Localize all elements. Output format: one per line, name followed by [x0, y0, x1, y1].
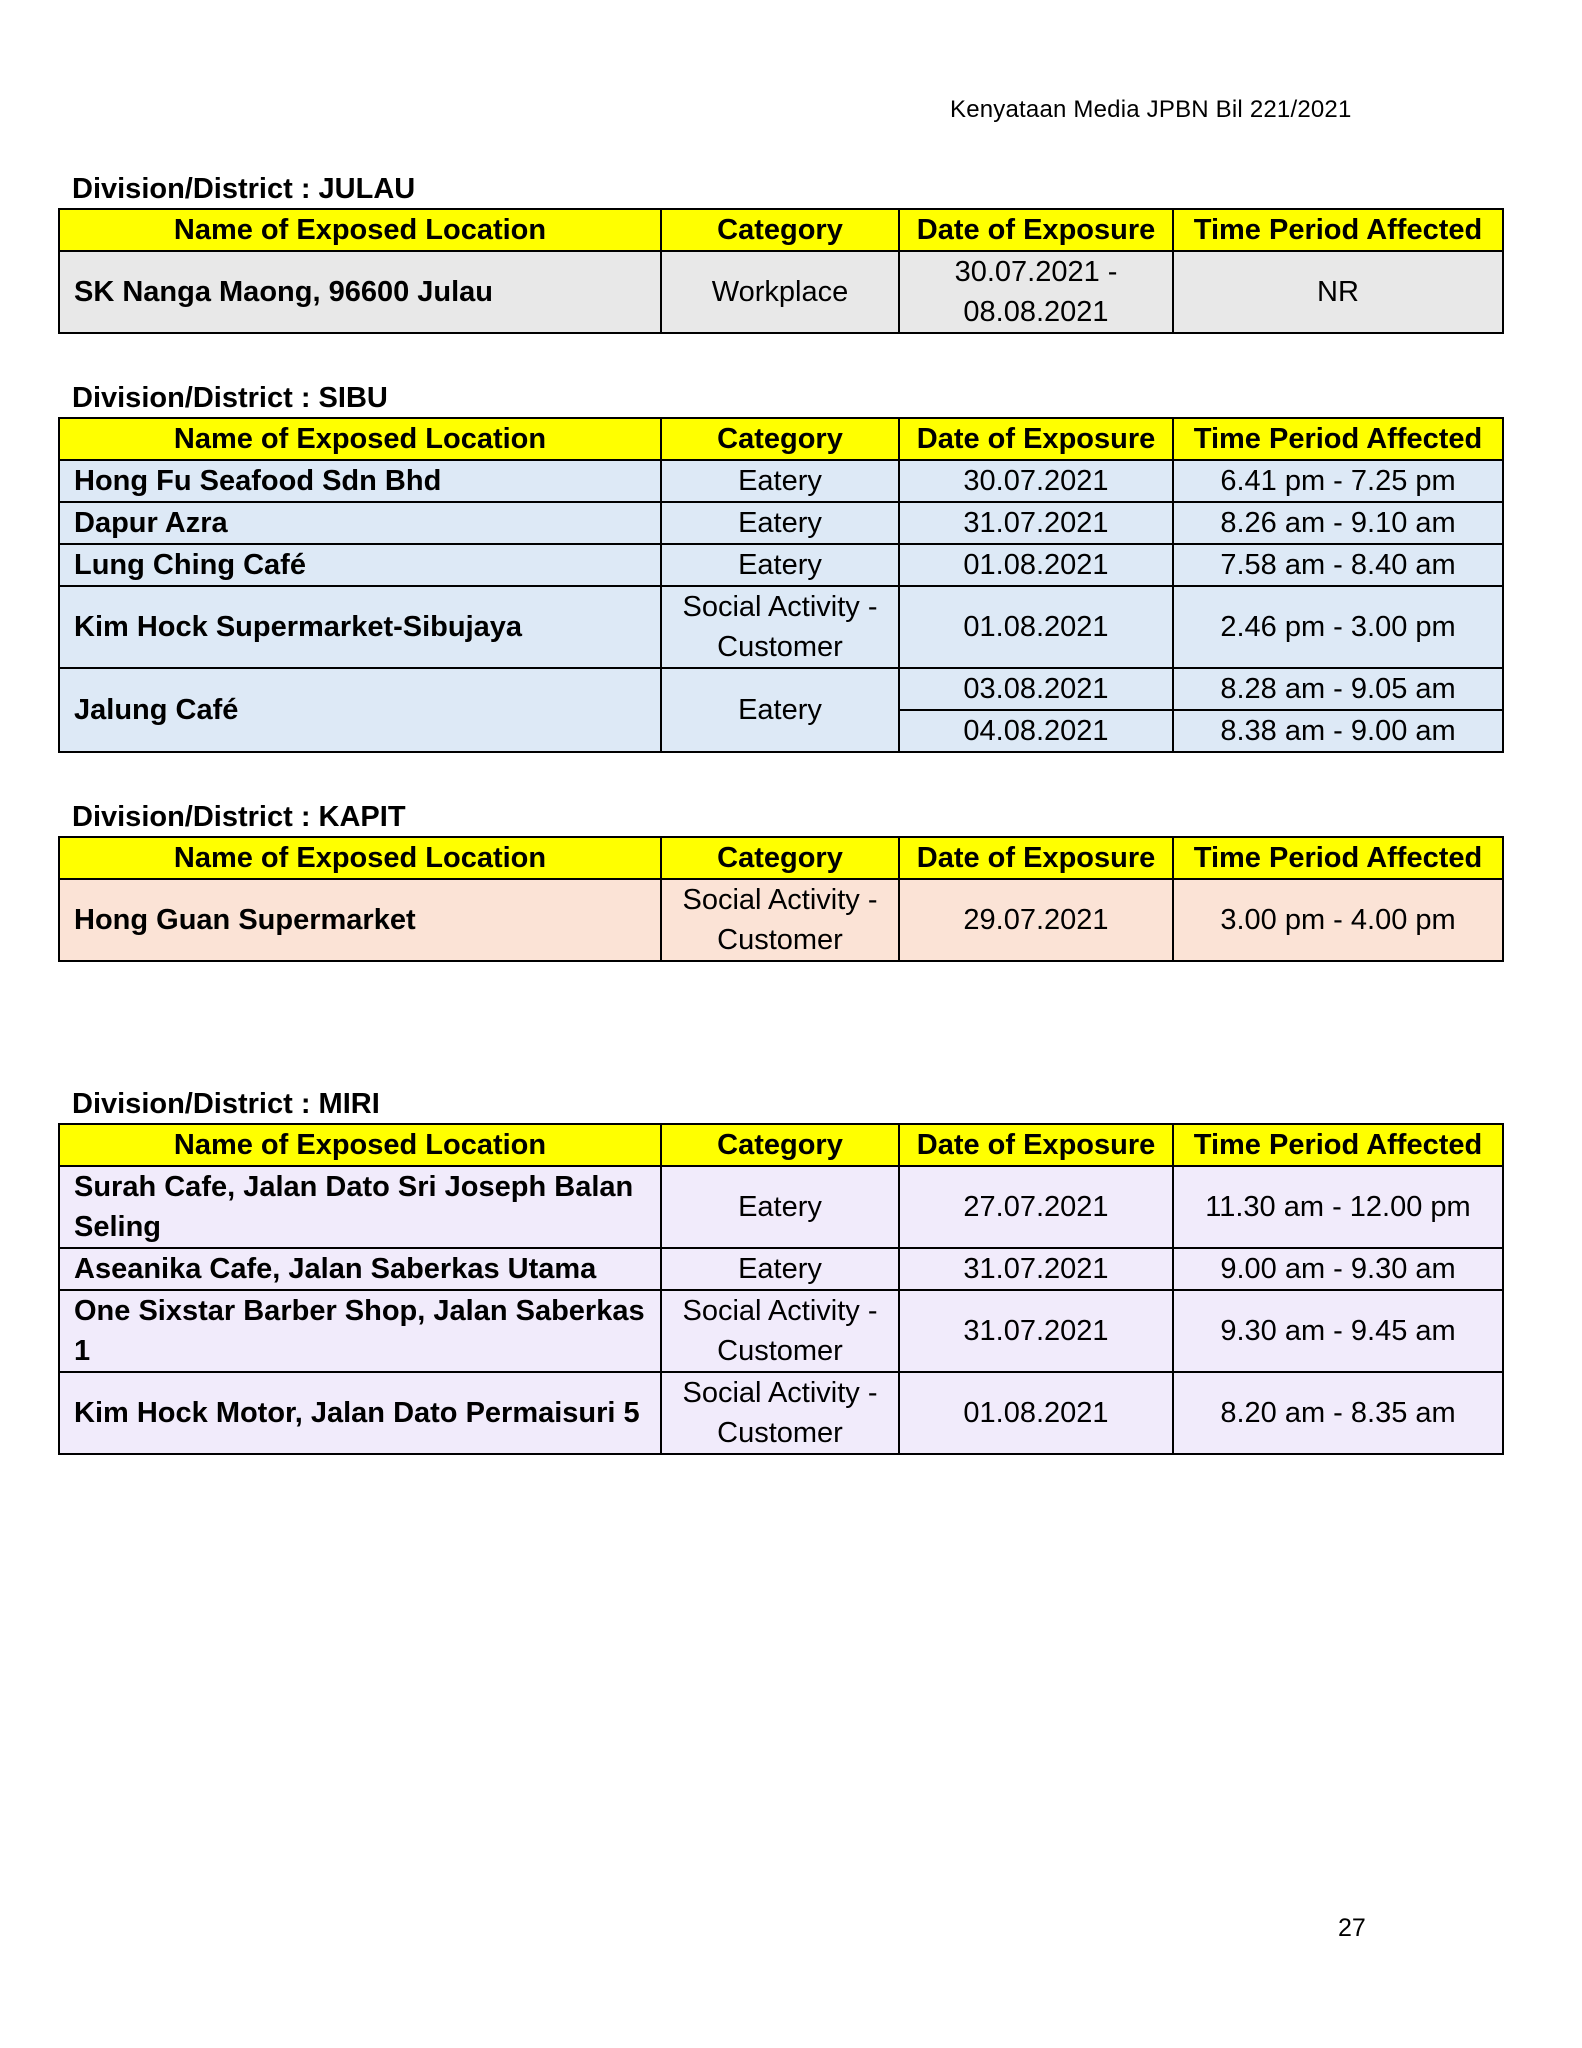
table-row — [59, 544, 1503, 586]
location-cell: Aseanika Cafe, Jalan Saberkas Utama — [59, 1248, 661, 1290]
column-header-category: Category — [661, 1124, 899, 1166]
time-cell: 8.20 am - 8.35 am — [1173, 1372, 1503, 1454]
section-title: Division/District : SIBU — [72, 382, 388, 414]
table-row — [59, 1290, 1503, 1372]
table-row — [59, 502, 1503, 544]
location-cell: Jalung Café — [59, 668, 661, 752]
time-cell: 9.30 am - 9.45 am — [1173, 1290, 1503, 1372]
time-cell: NR — [1173, 251, 1503, 333]
category-cell: Eatery — [661, 668, 899, 752]
location-cell: Kim Hock Motor, Jalan Dato Permaisuri 5 — [59, 1372, 661, 1454]
time-cell: 8.28 am - 9.05 am — [1173, 668, 1503, 710]
category-cell: Eatery — [661, 1248, 899, 1290]
date-cell: 31.07.2021 — [899, 1248, 1173, 1290]
time-cell: 9.00 am - 9.30 am — [1173, 1248, 1503, 1290]
column-header-location: Name of Exposed Location — [59, 418, 661, 460]
category-cell: Eatery — [661, 502, 899, 544]
date-cell: 03.08.2021 — [899, 668, 1173, 710]
table-row — [59, 1166, 1503, 1248]
section-sibu — [58, 379, 1502, 753]
category-cell: Social Activity - Customer — [661, 879, 899, 961]
table-row — [59, 879, 1503, 961]
table-row — [59, 668, 1503, 710]
table-header-row — [59, 209, 1503, 251]
date-cell: 31.07.2021 — [899, 1290, 1173, 1372]
column-header-category: Category — [661, 418, 899, 460]
category-cell: Eatery — [661, 1166, 899, 1248]
location-cell: Dapur Azra — [59, 502, 661, 544]
location-cell: One Sixstar Barber Shop, Jalan Saberkas 1 — [59, 1290, 661, 1372]
column-header-time: Time Period Affected — [1173, 418, 1503, 460]
column-header-category: Category — [661, 837, 899, 879]
category-cell: Eatery — [661, 460, 899, 502]
time-cell: 8.26 am - 9.10 am — [1173, 502, 1503, 544]
category-cell: Workplace — [661, 251, 899, 333]
date-cell: 01.08.2021 — [899, 1372, 1173, 1454]
exposure-table — [58, 208, 1504, 334]
table-header-row — [59, 418, 1503, 460]
date-cell: 01.08.2021 — [899, 586, 1173, 668]
exposure-table — [58, 1123, 1504, 1455]
column-header-date: Date of Exposure — [899, 837, 1173, 879]
page-number: 27 — [1338, 1914, 1366, 1942]
date-cell: 01.08.2021 — [899, 544, 1173, 586]
table-header-row — [59, 837, 1503, 879]
table-row — [59, 460, 1503, 502]
date-cell: 04.08.2021 — [899, 710, 1173, 752]
date-cell: 31.07.2021 — [899, 502, 1173, 544]
location-cell: Hong Guan Supermarket — [59, 879, 661, 961]
time-cell: 7.58 am - 8.40 am — [1173, 544, 1503, 586]
column-header-date: Date of Exposure — [899, 1124, 1173, 1166]
location-cell: Hong Fu Seafood Sdn Bhd — [59, 460, 661, 502]
location-cell: Kim Hock Supermarket-Sibujaya — [59, 586, 661, 668]
time-cell: 3.00 pm - 4.00 pm — [1173, 879, 1503, 961]
date-cell: 30.07.2021 - 08.08.2021 — [899, 251, 1173, 333]
category-cell: Eatery — [661, 544, 899, 586]
column-header-category: Category — [661, 209, 899, 251]
column-header-location: Name of Exposed Location — [59, 209, 661, 251]
section-title: Division/District : MIRI — [72, 1088, 380, 1120]
column-header-date: Date of Exposure — [899, 209, 1173, 251]
table-row — [59, 1248, 1503, 1290]
column-header-time: Time Period Affected — [1173, 1124, 1503, 1166]
time-cell: 8.38 am - 9.00 am — [1173, 710, 1503, 752]
section-title: Division/District : JULAU — [72, 173, 416, 205]
exposure-table — [58, 417, 1504, 753]
column-header-time: Time Period Affected — [1173, 837, 1503, 879]
location-cell: Surah Cafe, Jalan Dato Sri Joseph Balan Seling — [59, 1166, 661, 1248]
table-row — [59, 251, 1503, 333]
time-cell: 2.46 pm - 3.00 pm — [1173, 586, 1503, 668]
time-cell: 11.30 am - 12.00 pm — [1173, 1166, 1503, 1248]
time-cell: 6.41 pm - 7.25 pm — [1173, 460, 1503, 502]
date-cell: 29.07.2021 — [899, 879, 1173, 961]
section-julau — [58, 170, 1502, 334]
column-header-time: Time Period Affected — [1173, 209, 1503, 251]
document-reference: Kenyataan Media JPBN Bil 221/2021 — [950, 96, 1352, 123]
section-miri — [58, 1085, 1502, 1455]
location-cell: Lung Ching Café — [59, 544, 661, 586]
exposure-table — [58, 836, 1504, 962]
date-cell: 27.07.2021 — [899, 1166, 1173, 1248]
category-cell: Social Activity - Customer — [661, 1290, 899, 1372]
column-header-location: Name of Exposed Location — [59, 1124, 661, 1166]
column-header-date: Date of Exposure — [899, 418, 1173, 460]
category-cell: Social Activity - Customer — [661, 1372, 899, 1454]
table-header-row — [59, 1124, 1503, 1166]
section-title: Division/District : KAPIT — [72, 801, 406, 833]
category-cell: Social Activity - Customer — [661, 586, 899, 668]
location-cell: SK Nanga Maong, 96600 Julau — [59, 251, 661, 333]
table-row — [59, 586, 1503, 668]
section-kapit — [58, 798, 1502, 962]
date-cell: 30.07.2021 — [899, 460, 1173, 502]
column-header-location: Name of Exposed Location — [59, 837, 661, 879]
table-row — [59, 1372, 1503, 1454]
